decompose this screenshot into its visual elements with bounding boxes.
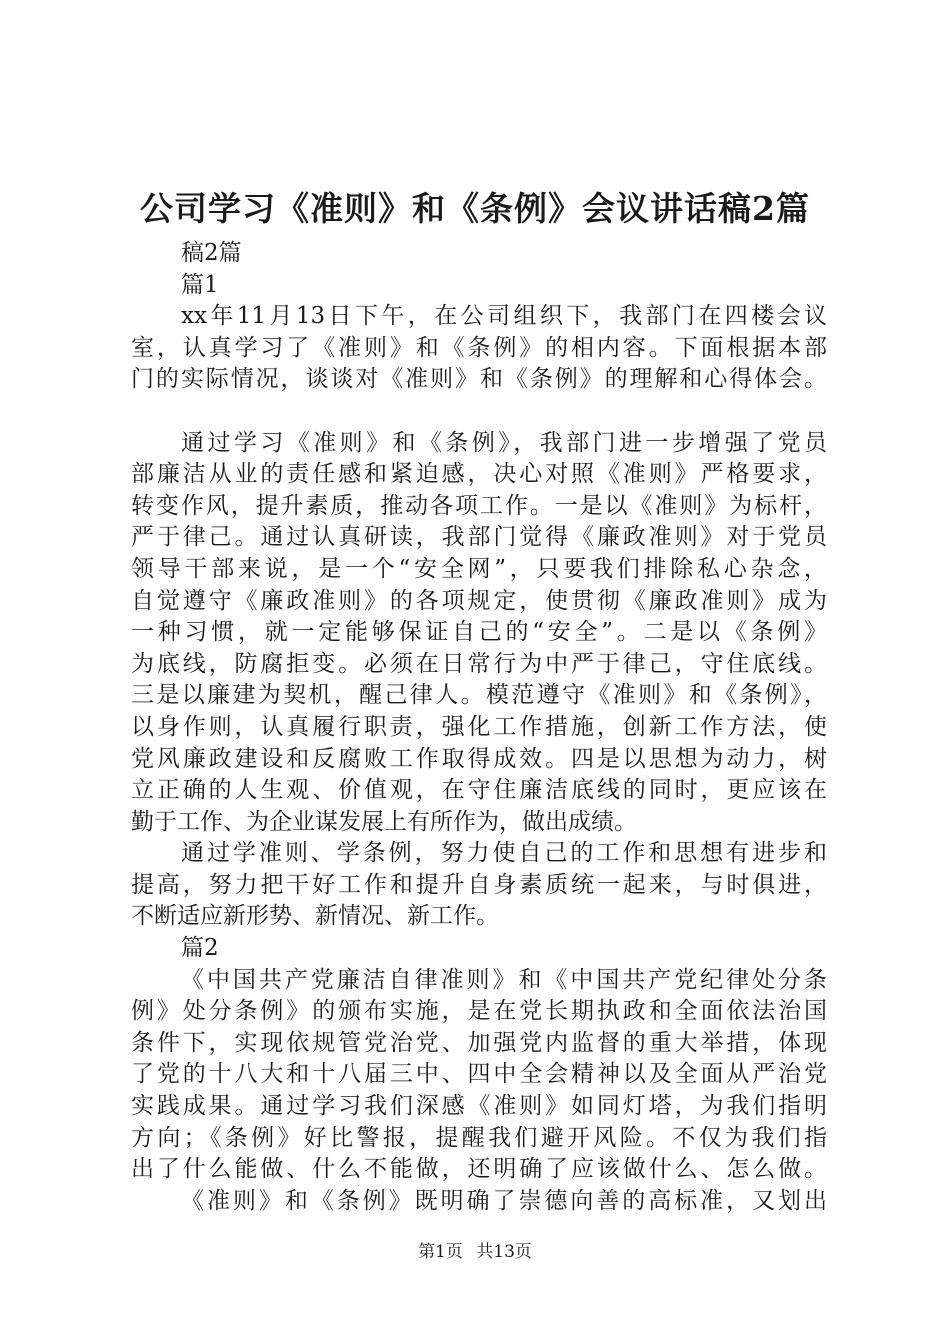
paragraph-line: 自觉遵守《廉政准则》的各项规定，使贯彻《廉政准则》成为 [131,587,827,614]
paragraph-line: 《中国共产党廉洁自律准则》和《中国共产党纪律处分条 [181,966,827,993]
paragraph-line: 严于律己。通过认真研读，我部门觉得《廉政准则》对于党员 [131,524,827,551]
paragraph-line: 不断适应新形势、新情况、新工作。 [131,903,499,930]
paragraph-line: 通过学准则、学条例，努力使自己的工作和思想有进步和 [181,840,827,867]
paragraph-line: 以身作则，认真履行职责，强化工作措施，创新工作方法，使 [131,713,827,740]
paragraph-line: 出了什么能做、什么不能做，还明确了应该做什么、怎么做。 [131,1156,827,1183]
document-body [131,238,827,1217]
page-total: 共13页 [476,1242,532,1262]
section-heading: 篇1 [181,271,219,298]
paragraph-line: 实践成果。通过学习我们深感《准则》如同灯塔，为我们指明 [131,1093,827,1120]
paragraph-line: xx年11月13日下午，在公司组织下，我部门在四楼会议 [181,303,827,330]
paragraph-line: 《准则》和《条例》既明确了崇德向善的高标准，又划出 [181,1187,827,1214]
section-heading: 篇2 [181,935,219,962]
paragraph-line: 领导干部来说，是一个“安全网”，只要我们排除私心杂念， [131,555,827,582]
paragraph-line: 门的实际情况，谈谈对《准则》和《条例》的理解和心得体会。 [131,366,827,393]
subtitle-line: 稿2篇 [181,240,242,266]
paragraph-line: 部廉洁从业的责任感和紧迫感，决心对照《准则》严格要求， [131,461,827,488]
paragraph-line: 条件下，实现依规管党治党、加强党内监督的重大举措，体现 [131,1029,827,1056]
paragraph-line: 一种习惯，就一定能够保证自己的“安全”。二是以《条例》 [131,619,827,646]
paragraph-line: 党风廉政建设和反腐败工作取得成效。四是以思想为动力，树 [131,745,827,772]
paragraph-line: 三是以廉建为契机，醒己律人。模范遵守《准则》和《条例》， [131,682,827,709]
page-footer [0,1240,950,1264]
paragraph-line: 了党的十八大和十八届三中、四中全会精神以及全面从严治党 [131,1061,827,1088]
paragraph-line: 转变作风，提升素质，推动各项工作。一是以《准则》为标杆， [131,492,827,519]
paragraph-line: 提高，努力把干好工作和提升自身素质统一起来，与时俱进， [131,871,827,898]
document-title: 公司学习《准则》和《条例》会议讲话稿2篇 [140,189,810,228]
paragraph-line: 室，认真学习了《准则》和《条例》的相内容。下面根据本部 [131,334,827,361]
paragraph-line: 为底线，防腐拒变。必须在日常行为中严于律己，守住底线。 [131,650,827,677]
paragraph-line: 立正确的人生观、价值观，在守住廉洁底线的同时，更应该在 [131,777,827,804]
page-number: 第1页 [418,1242,463,1262]
paragraph-line: 勤于工作、为企业谋发展上有所作为，做出成绩。 [131,808,637,835]
paragraph-line: 方向；《条例》好比警报，提醒我们避开风险。不仅为我们指 [131,1124,827,1151]
paragraph-line: 通过学习《准则》和《条例》，我部门进一步增强了党员 [181,429,827,456]
paragraph-line: 例》处分条例》的颁布实施，是在党长期执政和全面依法治国 [131,998,827,1025]
blank-line [131,396,827,428]
